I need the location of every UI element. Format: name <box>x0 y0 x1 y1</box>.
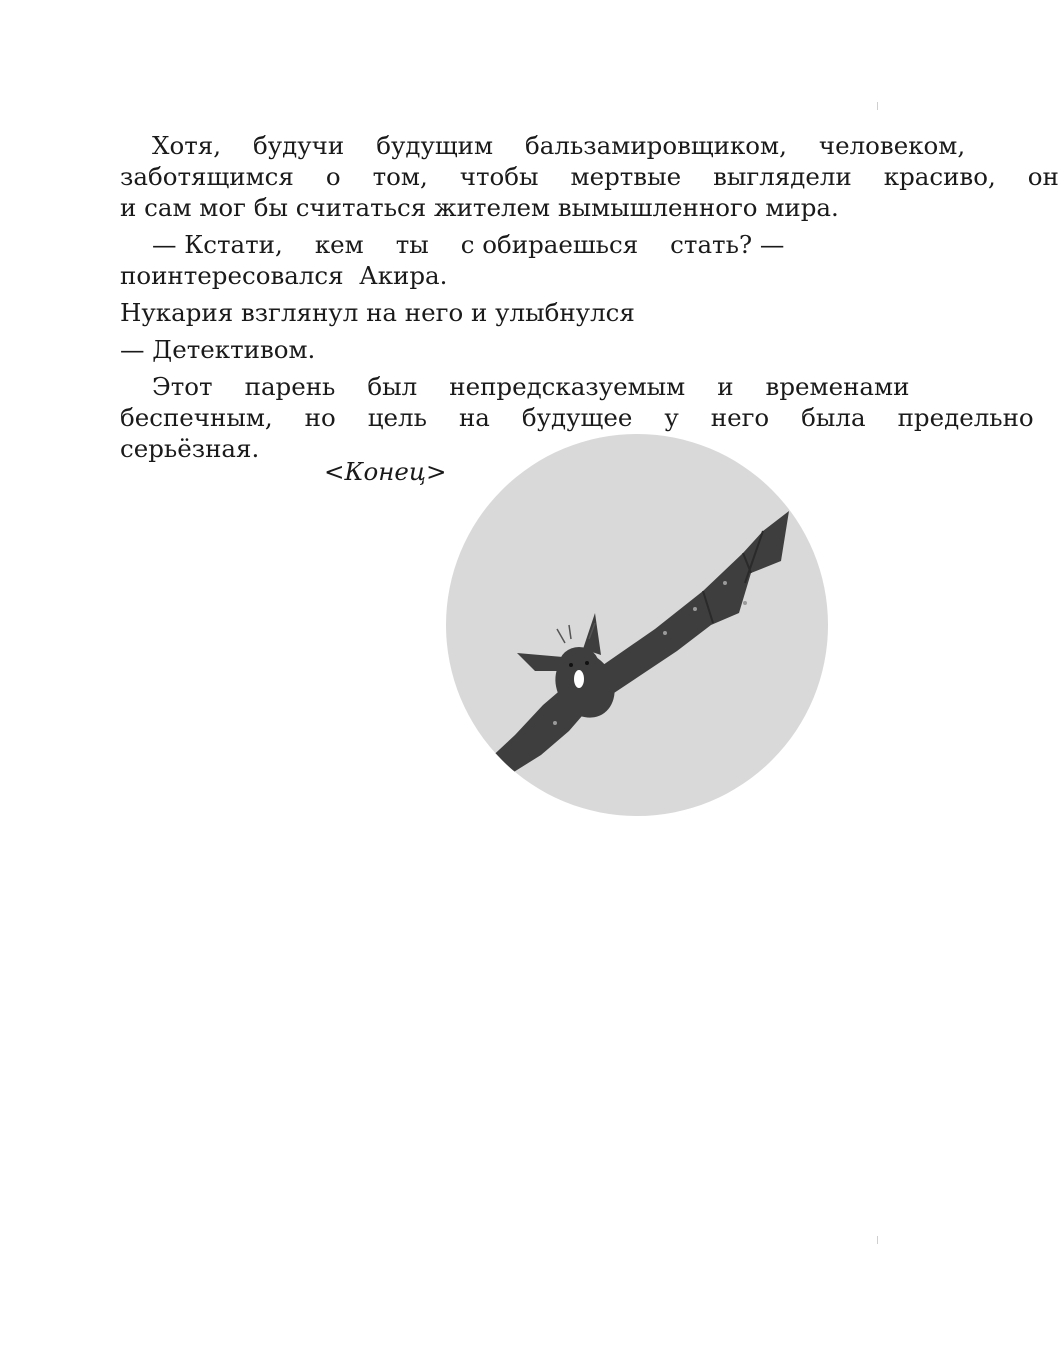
word: была <box>801 403 866 432</box>
bat-illustration <box>445 433 829 817</box>
paragraph-2-line-1 <box>88 229 785 260</box>
word: Этот <box>152 372 213 401</box>
word: выглядели <box>713 162 852 191</box>
paragraph-2 <box>88 229 785 291</box>
word: непредсказуемым <box>449 372 686 401</box>
word: будучи <box>253 131 345 160</box>
word: мертвые <box>570 162 682 191</box>
paragraph-2-line-2: поинтересовался Акира. <box>120 261 448 290</box>
word: будущее <box>521 403 633 432</box>
word: кем <box>314 230 364 259</box>
word: человеком, <box>818 131 966 160</box>
word: о <box>325 162 341 191</box>
word: но <box>304 403 336 432</box>
paragraph-5-line-2 <box>88 402 1034 433</box>
paragraph-1-line-3: и сам мог бы считаться жителем вымышленного мира. <box>120 193 839 222</box>
paragraph-1-line-2 <box>88 161 1059 192</box>
text-block <box>88 130 1059 470</box>
word: заботящимся <box>120 162 294 191</box>
word: Хотя, <box>152 131 221 160</box>
page-edge-mark <box>877 102 878 110</box>
word: временами <box>765 372 910 401</box>
word: том, <box>372 162 428 191</box>
word: него <box>710 403 770 432</box>
word: с обираешься <box>460 230 639 259</box>
word: беспечным, <box>120 403 273 432</box>
page-edge-mark <box>877 1236 878 1244</box>
end-mark-open: < <box>324 457 345 486</box>
word: у <box>664 403 679 432</box>
paragraph-1-line-1 <box>88 130 966 161</box>
word: парень <box>244 372 336 401</box>
word: — Кстати, <box>152 230 283 259</box>
paragraph-5-line-3: серьёзная. <box>120 434 260 463</box>
word: чтобы <box>459 162 539 191</box>
paragraph-4: — Детективом. <box>120 335 316 364</box>
paragraph-5-line-1 <box>88 371 910 402</box>
end-mark-word: Конец <box>344 457 426 486</box>
end-mark <box>324 456 447 487</box>
paragraph-1 <box>88 130 1059 223</box>
word: предельно <box>897 403 1034 432</box>
word: цель <box>367 403 427 432</box>
end-mark-close: > <box>425 457 447 486</box>
word: красиво, <box>883 162 996 191</box>
paragraph-3: Нукария взглянул на него и улыбнулся <box>120 298 635 327</box>
word: он <box>1027 162 1059 191</box>
word: и <box>717 372 734 401</box>
word: на <box>458 403 490 432</box>
word: ты <box>395 230 429 259</box>
word: стать? — <box>670 230 785 259</box>
word: бальзамировщиком, <box>525 131 787 160</box>
word: будущим <box>376 131 494 160</box>
word: был <box>367 372 418 401</box>
